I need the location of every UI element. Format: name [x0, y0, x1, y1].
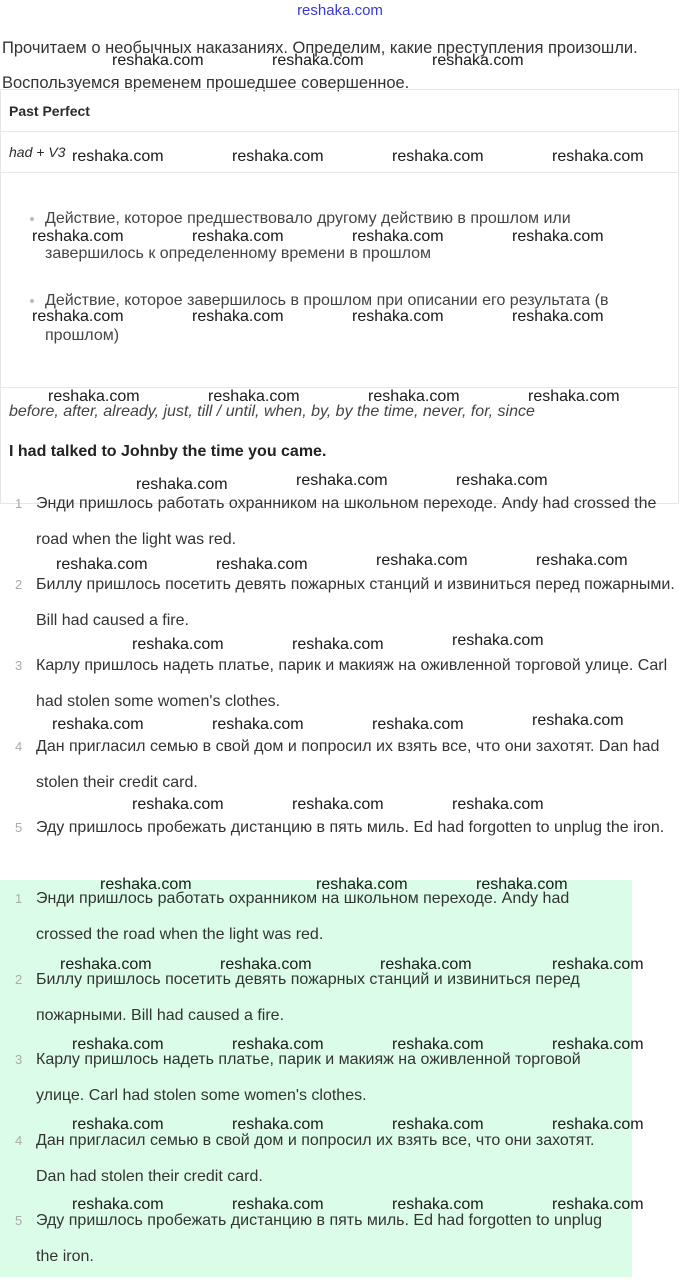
item-text: Дан пригласил семью в свой дом и попросил их взять все, что они захотят. Dan had stolen their credit card. — [36, 738, 660, 791]
watermark: reshaka.com — [392, 1036, 484, 1053]
item-number: 2 — [15, 577, 23, 592]
watermark: reshaka.com — [132, 796, 224, 813]
item-text: Карлу пришлось надеть платье, парик и макияж на оживленной торговой улице. Carl had stolen some women's clothes. — [36, 657, 668, 710]
watermark: reshaka.com — [380, 956, 472, 973]
watermark: reshaka.com — [552, 1116, 644, 1133]
list-item — [0, 810, 680, 846]
watermark: reshaka.com — [232, 1196, 324, 1213]
watermark: reshaka.com — [216, 556, 308, 573]
watermark: reshaka.com — [220, 956, 312, 973]
item-number: 4 — [15, 739, 23, 754]
site-title[interactable]: reshaka.com — [297, 2, 383, 19]
item-text: Эду пришлось пробежать дистанцию в пять миль. Ed had forgotten to unplug the iron. — [36, 1212, 602, 1265]
watermark: reshaka.com — [456, 472, 548, 489]
watermark: reshaka.com — [392, 1196, 484, 1213]
item-number: 5 — [15, 1213, 23, 1228]
watermark: reshaka.com — [232, 1036, 324, 1053]
item-text: Энди пришлось работать охранником на школьном переходе. Andy had crossed the road when the light was red. — [36, 890, 570, 943]
watermark: reshaka.com — [100, 876, 192, 893]
watermark: reshaka.com — [392, 148, 484, 165]
item-number: 5 — [15, 820, 23, 835]
watermark: reshaka.com — [72, 1036, 164, 1053]
watermark: reshaka.com — [136, 476, 228, 493]
rule-uses-cell — [1, 173, 679, 388]
rule-formula: had + V3 — [1, 132, 679, 173]
watermark: reshaka.com — [132, 636, 224, 653]
rule-example: I had talked to Johnby the time you came. — [9, 443, 327, 460]
watermark: reshaka.com — [192, 228, 284, 245]
watermark: reshaka.com — [536, 552, 628, 569]
watermark: reshaka.com — [552, 1196, 644, 1213]
watermark: reshaka.com — [72, 148, 164, 165]
list-item — [0, 567, 680, 639]
watermark: reshaka.com — [392, 1116, 484, 1133]
watermark: reshaka.com — [52, 716, 144, 733]
item-text: Биллу пришлось посетить девять пожарных станций и извиниться перед пожарными. Bill had caused a fire. — [36, 576, 675, 629]
watermark: reshaka.com — [112, 52, 204, 69]
item-number: 1 — [15, 891, 23, 906]
watermark: reshaka.com — [512, 308, 604, 325]
watermark: reshaka.com — [192, 308, 284, 325]
watermark: reshaka.com — [60, 956, 152, 973]
watermark: reshaka.com — [372, 716, 464, 733]
list-item — [0, 729, 680, 801]
watermark: reshaka.com — [32, 228, 124, 245]
watermark: reshaka.com — [72, 1116, 164, 1133]
watermark: reshaka.com — [56, 556, 148, 573]
watermark: reshaka.com — [296, 472, 388, 489]
item-text: Энди пришлось работать охранником на школьном переходе. Andy had crossed the road when the light was red. — [36, 495, 657, 548]
item-number: 3 — [15, 658, 23, 673]
watermark: reshaka.com — [352, 308, 444, 325]
intro-text: Прочитаем о необычных наказаниях. Определим, какие преступления произошли. Воспользуемся временем прошедшее совершенное. — [2, 39, 638, 92]
watermark: reshaka.com — [452, 796, 544, 813]
watermark: reshaka.com — [552, 1036, 644, 1053]
watermark: reshaka.com — [48, 388, 140, 405]
item-number: 4 — [15, 1132, 23, 1148]
watermark: reshaka.com — [452, 632, 544, 649]
rule-name: Past Perfect — [1, 90, 679, 132]
watermark: reshaka.com — [292, 796, 384, 813]
watermark: reshaka.com — [208, 388, 300, 405]
rule-uses-list — [9, 201, 670, 353]
watermark: reshaka.com — [368, 388, 460, 405]
watermark: reshaka.com — [552, 956, 644, 973]
watermark: reshaka.com — [212, 716, 304, 733]
watermark: reshaka.com — [72, 1196, 164, 1213]
item-text: Эду пришлось пробежать дистанцию в пять миль. Ed had forgotten to unplug the iron. — [36, 819, 665, 836]
watermark: reshaka.com — [552, 148, 644, 165]
rule-use-item: • Действие, которое завершилось в прошлом при описании его результата (в прошлом) — [45, 283, 670, 353]
watermark: reshaka.com — [272, 52, 364, 69]
answer-list-highlighted — [0, 881, 620, 1284]
watermark: reshaka.com — [532, 712, 624, 729]
watermark: reshaka.com — [512, 228, 604, 245]
rule-use-item: • Действие, которое предшествовало другому действию в прошлом или завершилось к определенному времени в прошлом — [45, 201, 670, 271]
item-text: Биллу пришлось посетить девять пожарных станций и извиниться перед пожарными. Bill had caused a fire. — [36, 970, 580, 1024]
watermark: reshaka.com — [232, 148, 324, 165]
item-text: Дан пригласил семью в свой дом и попросил их взять все, что они захотят. Dan had stolen their credit card. — [36, 1131, 595, 1185]
watermark: reshaka.com — [528, 388, 620, 405]
list-item — [0, 486, 680, 558]
watermark: reshaka.com — [352, 228, 444, 245]
watermark: reshaka.com — [32, 308, 124, 325]
watermark: reshaka.com — [232, 1116, 324, 1133]
item-text: Карлу пришлось надеть платье, парик и макияж на оживленной торговой улице. Carl had stolen some women's clothes. — [36, 1051, 581, 1104]
item-number: 1 — [15, 496, 23, 511]
watermark: reshaka.com — [292, 636, 384, 653]
time-markers: before, after, already, just, till / until, when, by, by the time, never, for, since — [9, 403, 535, 420]
item-number: 3 — [15, 1052, 23, 1067]
list-item — [0, 648, 680, 720]
watermark: reshaka.com — [476, 876, 568, 893]
watermark: reshaka.com — [316, 876, 408, 893]
watermark: reshaka.com — [376, 552, 468, 569]
watermark: reshaka.com — [432, 52, 524, 69]
item-number: 2 — [15, 971, 23, 987]
